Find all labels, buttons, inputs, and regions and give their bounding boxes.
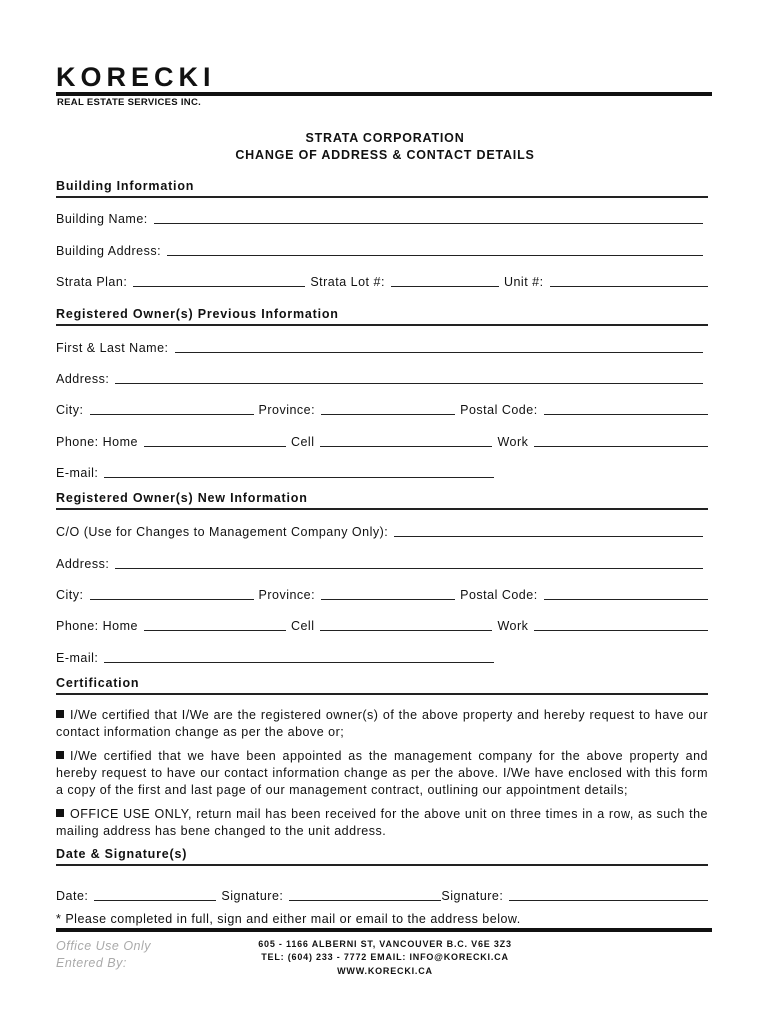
section-date-signature: Date & Signature(s): [56, 847, 708, 866]
section-previous-information: Registered Owner(s) Previous Information: [56, 307, 708, 326]
prev-cell-label: Cell: [290, 435, 315, 449]
section-new-information: Registered Owner(s) New Information: [56, 491, 708, 510]
prev-postal-field[interactable]: [544, 402, 708, 415]
strata-plan-field[interactable]: [133, 274, 305, 287]
new-city-field[interactable]: [90, 587, 254, 600]
prev-province-field[interactable]: [321, 402, 455, 415]
new-work-label: Work: [497, 619, 529, 633]
prev-phone-home-field[interactable]: [144, 434, 286, 447]
new-province-label: Province:: [258, 588, 316, 602]
prev-address-row: [56, 371, 708, 386]
new-postal-field[interactable]: [544, 587, 708, 600]
unit-label: Unit #:: [503, 275, 544, 289]
building-address-label: Building Address:: [56, 244, 162, 258]
checkbox-square-icon[interactable]: [56, 751, 64, 759]
section-certification: Certification: [56, 676, 708, 695]
new-city-label: City:: [56, 588, 84, 602]
new-phone-row: [56, 618, 708, 633]
prev-phone-home-label: Phone: Home: [56, 435, 138, 449]
prev-email-field[interactable]: [104, 465, 494, 478]
entered-by-label: Entered By:: [56, 956, 127, 970]
prev-work-label: Work: [497, 435, 529, 449]
new-city-row: [56, 587, 708, 602]
signature-1-field[interactable]: [289, 888, 441, 901]
prev-email-label: E-mail:: [56, 466, 99, 480]
footer-contact: TEL: (604) 233 - 7772 EMAIL: INFO@KORECKI.CA: [261, 952, 509, 962]
strata-lot-label: Strata Lot #:: [310, 275, 385, 289]
new-email-label: E-mail:: [56, 651, 99, 665]
prev-city-label: City:: [56, 403, 84, 417]
new-co-row: [56, 524, 708, 539]
new-postal-label: Postal Code:: [460, 588, 538, 602]
new-work-field[interactable]: [534, 618, 708, 631]
new-co-label: C/O (Use for Changes to Management Company Only):: [56, 525, 389, 539]
building-name-row: [56, 211, 708, 226]
new-email-field[interactable]: [104, 650, 494, 663]
certification-item-3-text: OFFICE USE ONLY, return mail has been received for the above unit on three times in a row, as such the mailing address has bene changed to the unit address.: [56, 807, 708, 838]
prev-cell-field[interactable]: [320, 434, 492, 447]
new-phone-home-label: Phone: Home: [56, 619, 138, 633]
prev-email-row: [56, 465, 494, 480]
unit-field[interactable]: [550, 274, 708, 287]
footer-divider: [56, 928, 712, 932]
strata-lot-field[interactable]: [391, 274, 499, 287]
prev-phone-row: [56, 434, 708, 449]
strata-row: [56, 274, 708, 289]
new-address-label: Address:: [56, 557, 110, 571]
prev-city-row: [56, 402, 708, 417]
new-address-field[interactable]: [115, 556, 703, 569]
prev-name-row: [56, 340, 708, 355]
form-title-line2: CHANGE OF ADDRESS & CONTACT DETAILS: [235, 148, 535, 162]
new-province-field[interactable]: [321, 587, 455, 600]
section-building-information: Building Information: [56, 179, 708, 198]
date-label: Date:: [56, 889, 89, 903]
footer-address: 605 - 1166 ALBERNI ST, VANCOUVER B.C. V6E 3Z3: [258, 939, 512, 949]
footer-website[interactable]: WWW.KORECKI.CA: [337, 966, 433, 976]
form-title-line1: STRATA CORPORATION: [305, 131, 465, 145]
company-tagline: REAL ESTATE SERVICES INC.: [57, 97, 202, 108]
certification-item-3: [56, 806, 708, 840]
signature-2-field[interactable]: [509, 888, 708, 901]
prev-province-label: Province:: [258, 403, 316, 417]
checkbox-square-icon[interactable]: [56, 710, 64, 718]
prev-name-label: First & Last Name:: [56, 341, 169, 355]
certification-item-1-text: I/We certified that I/We are the registered owner(s) of the above property and hereby request to have our contact information change as per the above or;: [56, 708, 708, 739]
prev-address-label: Address:: [56, 372, 110, 386]
building-address-field[interactable]: [167, 243, 703, 256]
signature-1-label: Signature:: [221, 889, 284, 903]
new-email-row: [56, 650, 494, 665]
new-co-field[interactable]: [394, 524, 703, 537]
new-phone-home-field[interactable]: [144, 618, 286, 631]
certification-item-1: [56, 707, 708, 741]
completion-note: * Please completed in full, sign and either mail or email to the address below.: [56, 912, 521, 926]
new-address-row: [56, 556, 708, 571]
prev-city-field[interactable]: [90, 402, 254, 415]
building-name-field[interactable]: [154, 211, 703, 224]
prev-postal-label: Postal Code:: [460, 403, 538, 417]
prev-work-field[interactable]: [534, 434, 708, 447]
office-use-label: Office Use Only: [56, 939, 152, 953]
signature-row: [56, 888, 708, 903]
building-name-label: Building Name:: [56, 212, 148, 226]
building-address-row: [56, 243, 708, 258]
date-field[interactable]: [94, 888, 216, 901]
certification-item-2-text: I/We certified that we have been appointed as the management company for the above property and hereby request to have our contact information change as per the above. I/We have enclosed with this form a copy of the first and last page of our management contract, outlining our appointment details;: [56, 749, 708, 797]
new-cell-label: Cell: [290, 619, 315, 633]
certification-item-2: [56, 748, 708, 799]
checkbox-square-icon[interactable]: [56, 809, 64, 817]
strata-plan-label: Strata Plan:: [56, 275, 128, 289]
prev-address-field[interactable]: [115, 371, 703, 384]
company-logo: KORECKI: [56, 62, 216, 92]
prev-name-field[interactable]: [175, 340, 704, 353]
signature-2-label: Signature:: [441, 889, 504, 903]
new-cell-field[interactable]: [320, 618, 492, 631]
logo-divider: [56, 92, 712, 96]
